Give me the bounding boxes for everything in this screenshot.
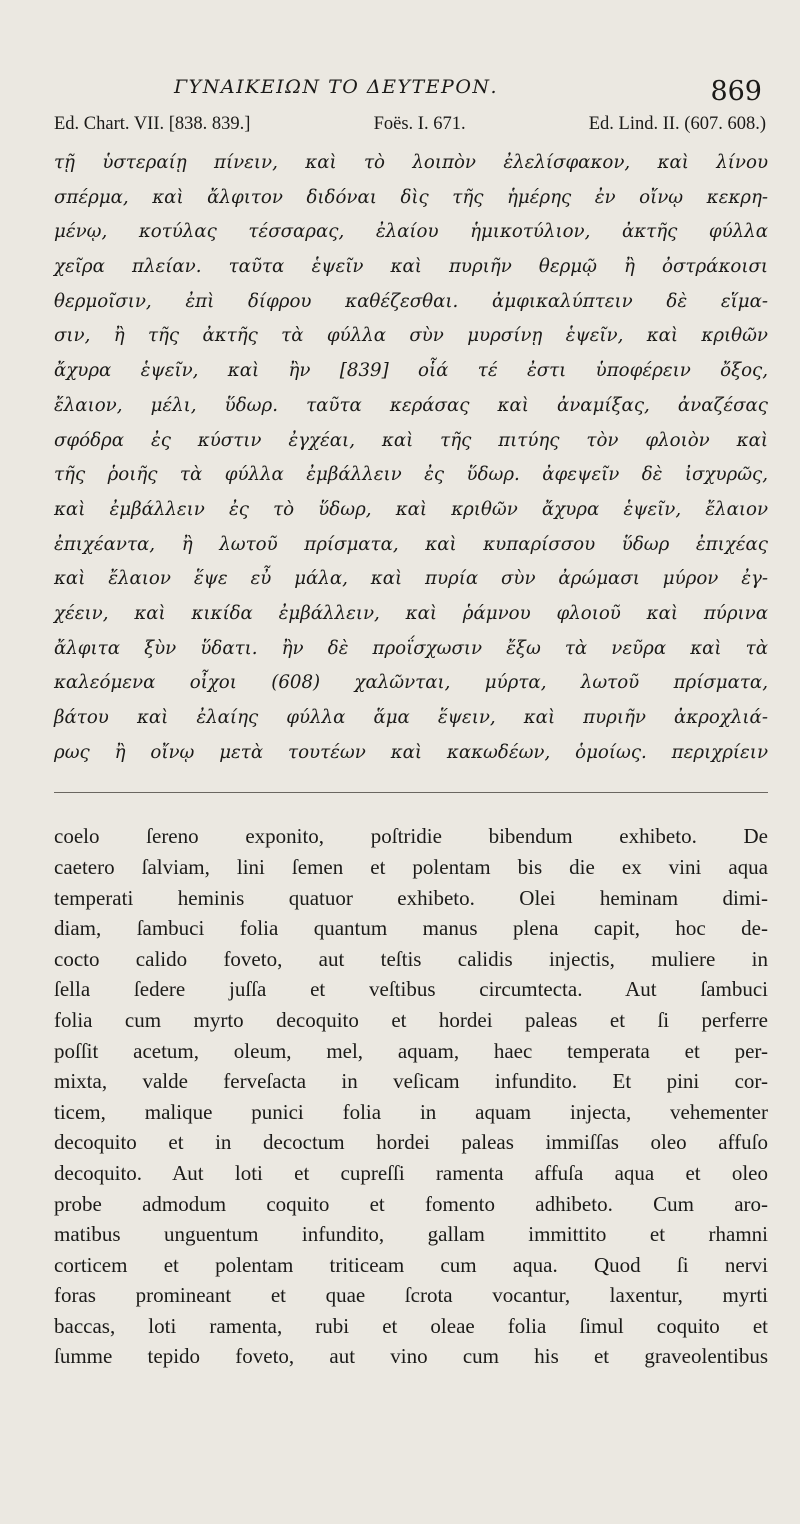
- greek-text: [54, 146, 768, 770]
- greek-line: χεῖρα πλείαν. ταῦτα ἑψεῖν καὶ πυριῆν θερμῷ ἢ ὀστράκοισι: [54, 256, 768, 278]
- running-title: ΓΥΝΑΙΚΕΙΩΝ ΤΟ ΔΕΥΤΕΡΟΝ.: [174, 76, 499, 98]
- latin-line: ticem, malique punici folia in aquam injecta, vehementer: [54, 1099, 768, 1124]
- greek-line: ρως ἢ οἴνῳ μετὰ τουτέων καὶ κακωδέων, ὁμοίως. περιχρίειν: [54, 741, 768, 763]
- greek-line: ἔλαιον, μέλι, ὕδωρ. ταῦτα κεράσας καὶ ἀναμίξας, ἀναζέσας: [54, 394, 768, 416]
- greek-line: καὶ ἔλαιον ἕψε εὖ μάλα, καὶ πυρία σὺν ἀρώμασι μύρον ἐγ-: [54, 568, 768, 590]
- latin-line: foras promineant et quae ſcrota vocantur, laxentur, myrti: [54, 1283, 768, 1308]
- greek-line: καὶ ἐμβάλλειν ἐς τὸ ὕδωρ, καὶ κριθῶν ἄχυρα ἑψεῖν, ἔλαιον: [54, 498, 768, 520]
- edition-references: [54, 114, 768, 144]
- latin-line: poſſit acetum, oleum, mel, aquam, haec temperata et per-: [54, 1038, 768, 1063]
- greek-line: σφόδρα ἐς κύστιν ἐγχέαι, καὶ τῆς πιτύης τὸν φλοιὸν καὶ: [54, 429, 768, 451]
- ref-foes: Foës. I. 671.: [373, 114, 466, 134]
- greek-line: ἐπιχέαντα, ἢ λωτοῦ πρίσματα, καὶ κυπαρίσσου ὕδωρ ἐπιχέας: [54, 533, 768, 555]
- greek-line: καλεόμενα οἶχοι (608) χαλῶνται, μύρτα, λωτοῦ πρίσματα,: [54, 672, 768, 694]
- book-page: [0, 70, 800, 1524]
- latin-line: baccas, loti ramenta, rubi et oleae folia ſimul coquito et: [54, 1313, 768, 1338]
- latin-line: ſumme tepido foveto, aut vino cum his et graveolentibus: [54, 1344, 768, 1369]
- page-number: 869: [710, 76, 762, 107]
- latin-line: ſella ſedere juſſa et veſtibus circumtecta. Aut ſambuci: [54, 977, 768, 1002]
- greek-line: ἄχυρα ἑψεῖν, καὶ ἢν [839] οἷά τέ ἐστι ὑποφέρειν ὄξος,: [54, 360, 768, 382]
- latin-line: matibus unguentum infundito, gallam immittito et rhamni: [54, 1222, 768, 1247]
- ref-linden: Ed. Lind. II. (607. 608.): [588, 114, 766, 134]
- latin-line: probe admodum coquito et fomento adhibeto. Cum aro-: [54, 1191, 768, 1216]
- greek-line: θερμοῖσιν, ἐπὶ δίφρου καθέζεσθαι. ἀμφικαλύπτειν δὲ εἵμα-: [54, 290, 768, 312]
- greek-line: χέειν, καὶ κικίδα ἐμβάλλειν, καὶ ῥάμνου φλοιοῦ καὶ πύρινα: [54, 602, 768, 624]
- latin-line: decoquito et in decoctum hordei paleas immiſſas oleo affuſo: [54, 1130, 768, 1155]
- latin-line: cocto calido foveto, aut teſtis calidis injectis, muliere in: [54, 946, 768, 971]
- greek-line: σιν, ἢ τῆς ἀκτῆς τὰ φύλλα σὺν μυρσίνῃ ἑψεῖν, καὶ κριθῶν: [54, 325, 768, 347]
- greek-line: τῇ ὑστεραίῃ πίνειν, καὶ τὸ λοιπὸν ἐλελίσφακον, καὶ λίνου: [54, 152, 768, 173]
- latin-line: decoquito. Aut loti et cupreſſi ramenta affuſa aqua et oleo: [54, 1160, 768, 1185]
- greek-line: ἄλφιτα ξὺν ὕδατι. ἢν δὲ προΐσχωσιν ἔξω τὰ νεῦρα καὶ τὰ: [54, 637, 768, 659]
- latin-line: corticem et polentam triticeam cum aqua. Quod ſi nervi: [54, 1252, 768, 1277]
- latin-line: coelo ſereno exponito, poſtridie bibendum exhibeto. De: [54, 824, 768, 849]
- section-divider: [54, 792, 768, 793]
- latin-text: [54, 821, 768, 1372]
- latin-line: diam, ſambuci folia quantum manus plena capit, hoc de-: [54, 916, 768, 941]
- ref-chartier: Ed. Chart. VII. [838. 839.]: [54, 114, 251, 134]
- latin-line: mixta, valde ferveſacta in veſicam infundito. Et pini cor-: [54, 1069, 768, 1094]
- latin-line: temperati heminis quatuor exhibeto. Olei heminam dimi-: [54, 885, 768, 910]
- greek-line: βάτου καὶ ἐλαίης φύλλα ἅμα ἕψειν, καὶ πυριῆν ἀκροχλιά-: [54, 707, 768, 728]
- greek-line: τῆς ῥοιῆς τὰ φύλλα ἐμβάλλειν ἐς ὕδωρ. ἀφεψεῖν δὲ ἰσχυρῶς,: [54, 464, 768, 486]
- latin-line: caetero ſalviam, lini ſemen et polentam bis die ex vini aqua: [54, 854, 768, 879]
- running-head: [54, 70, 768, 110]
- greek-line: σπέρμα, καὶ ἄλφιτον διδόναι δὶς τῆς ἡμέρης ἐν οἴνῳ κεκρη-: [54, 186, 768, 208]
- latin-line: folia cum myrto decoquito et hordei paleas et ſi perferre: [54, 1007, 768, 1032]
- greek-line: μένῳ, κοτύλας τέσσαρας, ἐλαίου ἡμικοτύλιον, ἀκτῆς φύλλα: [54, 221, 768, 243]
